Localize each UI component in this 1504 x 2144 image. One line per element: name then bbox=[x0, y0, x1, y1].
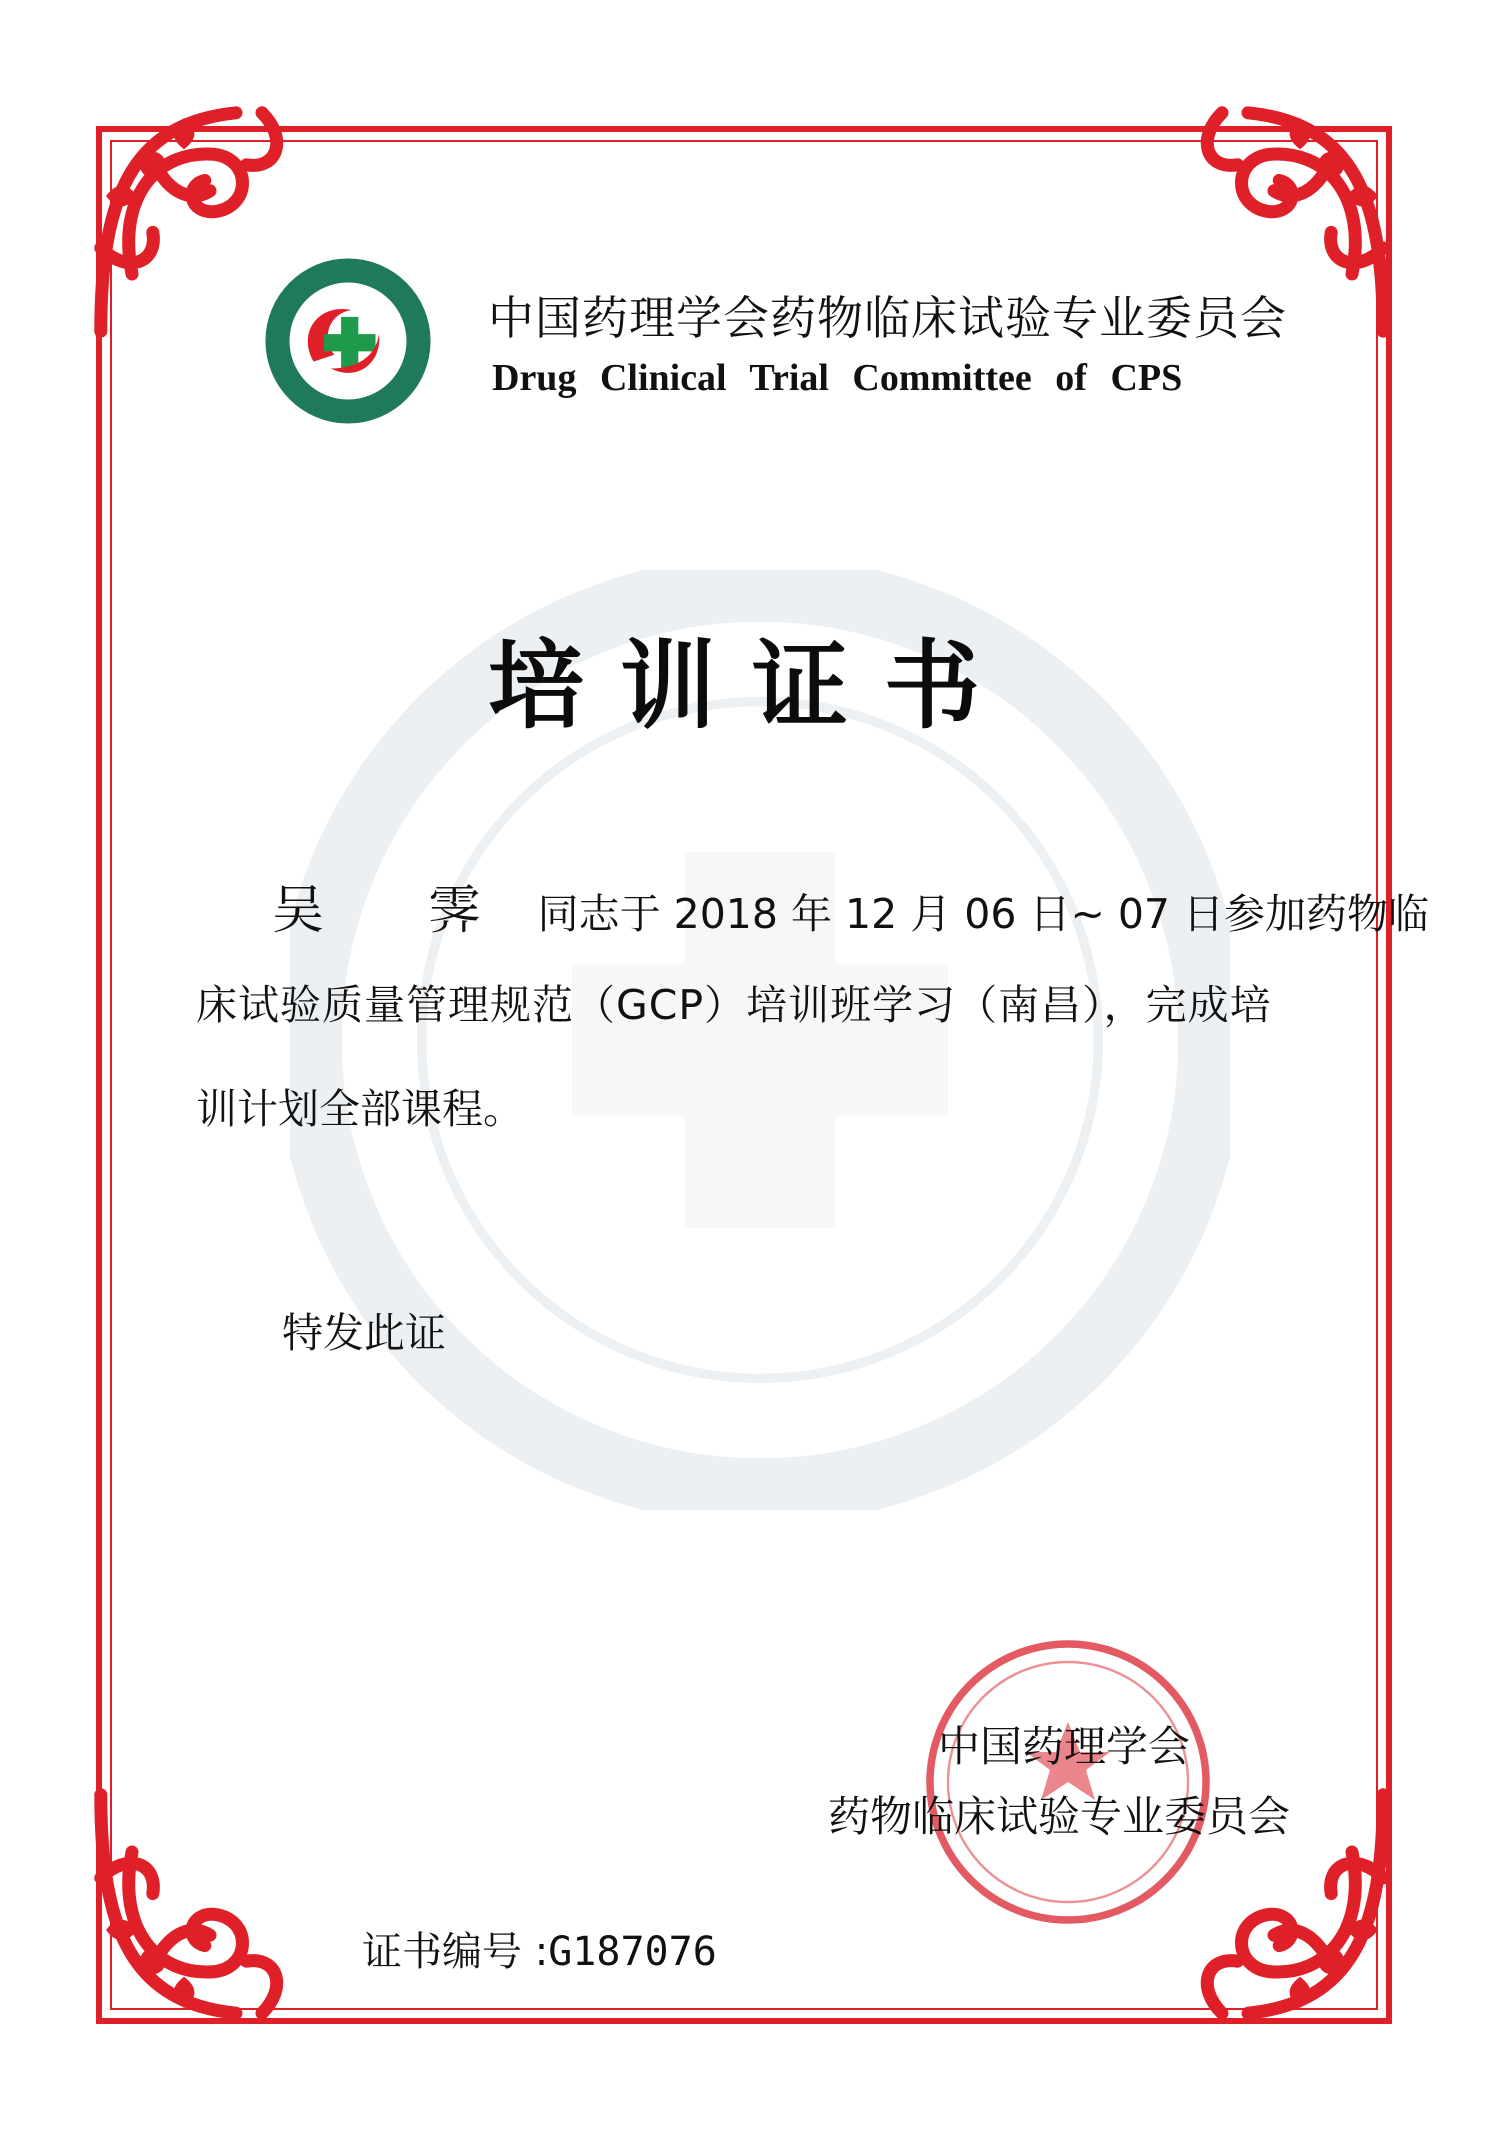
official-seal-icon bbox=[918, 1632, 1218, 1932]
committee-logo-icon bbox=[262, 255, 434, 427]
org-name-en: Drug Clinical Trial Committee of CPS bbox=[492, 357, 1183, 399]
body-line-3: 训计划全部课程。 bbox=[196, 1085, 524, 1133]
certificate-title: 培训证书 bbox=[488, 630, 1016, 742]
signature-org-line-1: 中国药理学会 bbox=[938, 1722, 1191, 1771]
certificate-number bbox=[362, 1920, 717, 1977]
body-line-2: 床试验质量管理规范（GCP）培训班学习（南昌），完成培 bbox=[196, 981, 1272, 1029]
issued-statement: 特发此证 bbox=[282, 1309, 446, 1357]
org-name-cn: 中国药理学会药物临床试验专业委员会 bbox=[488, 291, 1287, 345]
recipient-name: 吴 霁 bbox=[272, 881, 525, 941]
certificate-number-label: 证书编号 : bbox=[362, 1929, 549, 1975]
body-line-1-text: 同志于 2018 年 12 月 06 日~ 07 日参加药物临 bbox=[537, 890, 1430, 938]
certificate-number-value: G187076 bbox=[548, 1929, 717, 1975]
signature-org-line-2: 药物临床试验专业委员会 bbox=[828, 1792, 1291, 1841]
body-line-1 bbox=[272, 868, 1429, 943]
corner-ornament-icon bbox=[80, 1774, 340, 2034]
